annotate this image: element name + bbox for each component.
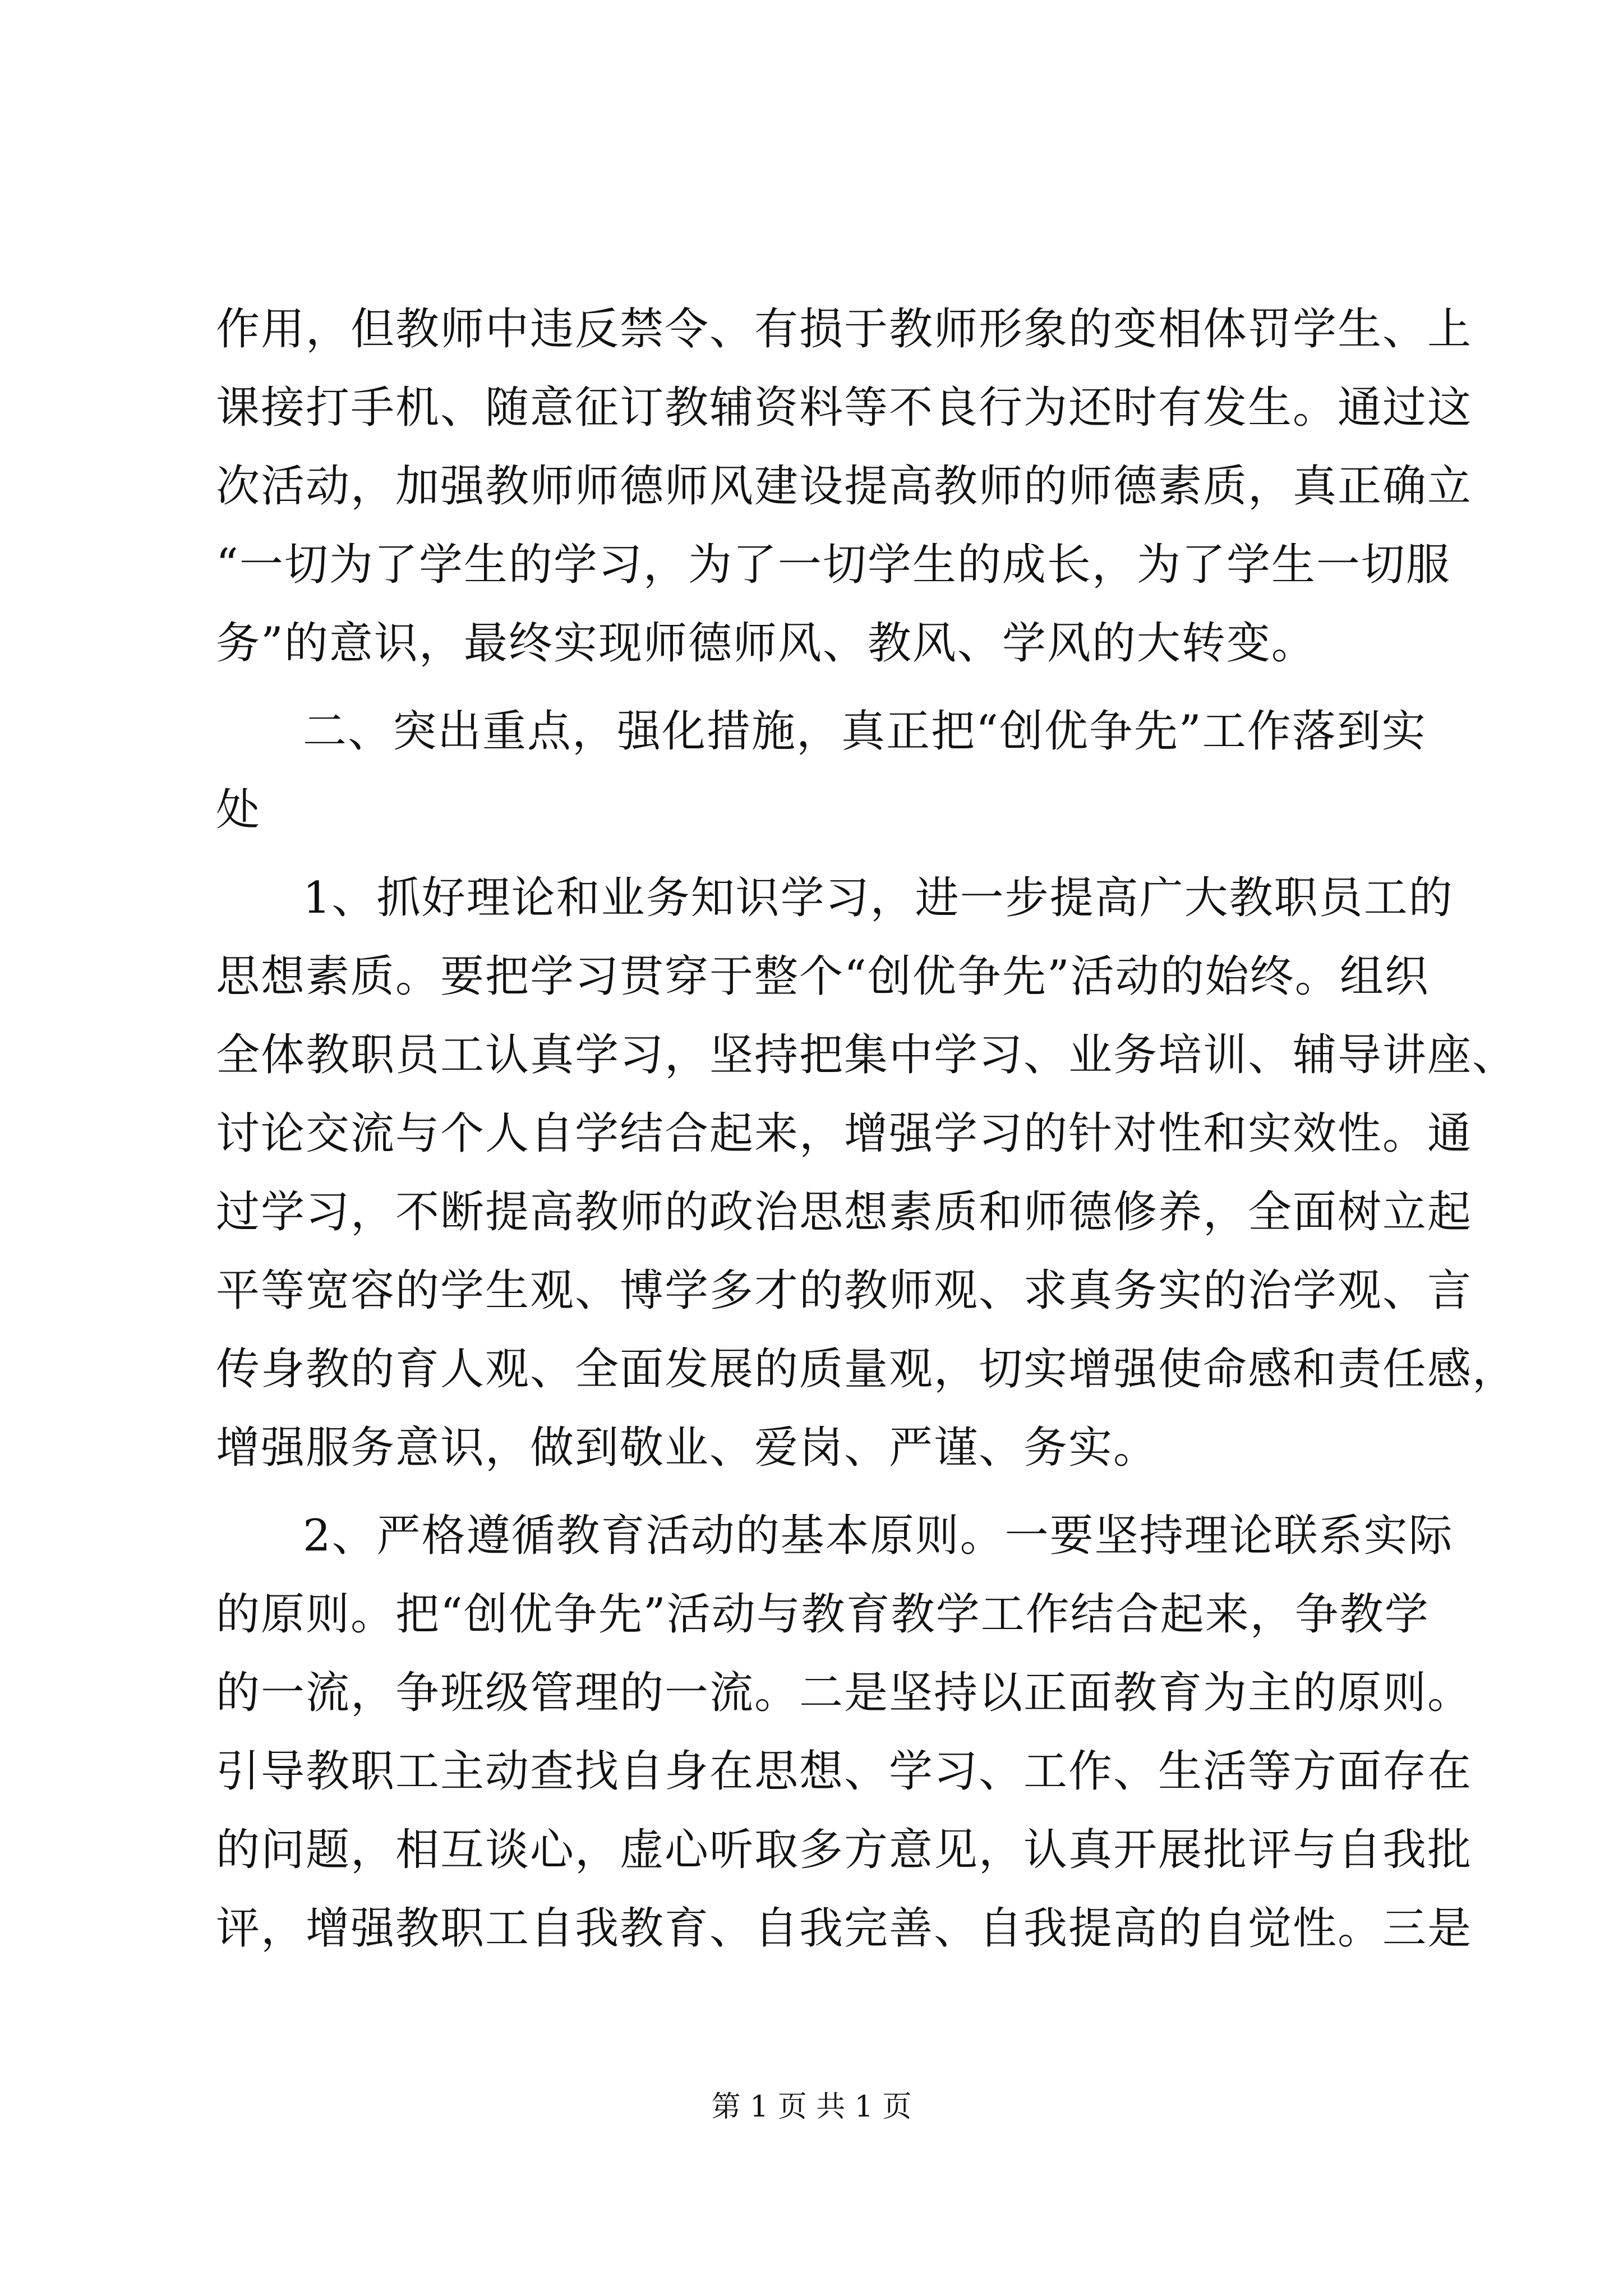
body-text-line: 的一流，争班级管理的一流。二是坚持以正面教育为主的原则。 — [216, 1668, 1473, 1718]
body-text-line: 过学习，不断提高教师的政治思想素质和师德修养，全面树立起 — [216, 1187, 1473, 1237]
body-text-line: 全体教职员工认真学习，坚持把集中学习、业务培训、辅导讲座、 — [216, 1030, 1518, 1080]
body-text-line: 务”的意识，最终实现师德师风、教风、学风的大转变。 — [216, 618, 1316, 669]
section-heading: 二、突出重点，强化措施，真正把“创优争先”工作落到实 — [303, 706, 1427, 757]
page-number-footer: 第 1 页 共 1 页 — [711, 2090, 912, 2124]
paragraph-2-start: 2、严格遵循教育活动的基本原则。一要坚持理论联系实际 — [303, 1511, 1454, 1561]
body-text-line: 评，增强教职工自我教育、自我完善、自我提高的自觉性。三是 — [216, 1903, 1473, 1954]
body-text-line: 作用，但教师中违反禁令、有损于教师形象的变相体罚学生、上 — [216, 304, 1473, 355]
body-text-line: “一切为了学生的学习，为了一切学生的成长，为了学生一切服 — [216, 540, 1451, 590]
body-text-line: 的原则。把“创优争先”活动与教育教学工作结合起来，争教学 — [216, 1589, 1430, 1640]
body-text-line: 次活动，加强教师师德师风建设提高教师的师德素质，真正确立 — [216, 461, 1473, 512]
body-text-line: 课接打手机、随意征订教辅资料等不良行为还时有发生。通过这 — [216, 383, 1473, 433]
body-text-line: 传身教的育人观、全面发展的质量观，切实增强使命感和责任感， — [216, 1344, 1518, 1395]
body-text-line: 思想素质。要把学习贯穿于整个“创优争先”活动的始终。组织 — [216, 951, 1430, 1002]
body-text-line: 引导教职工主动查找自身在思想、学习、工作、生活等方面存在 — [216, 1746, 1473, 1797]
body-text-line: 讨论交流与个人自学结合起来，增强学习的针对性和实效性。通 — [216, 1108, 1473, 1159]
body-text-line: 增强服务意识，做到敬业、爱岗、严谨、务实。 — [216, 1423, 1159, 1473]
body-text-line: 平等宽容的学生观、博学多才的教师观、求真务实的治学观、言 — [216, 1266, 1473, 1316]
paragraph-1-start: 1、抓好理论和业务知识学习，进一步提高广大教职员工的 — [303, 873, 1454, 923]
section-heading-continuation: 处 — [216, 785, 261, 835]
body-text-line: 的问题，相互谈心，虚心听取多方意见，认真开展批评与自我批 — [216, 1825, 1473, 1875]
